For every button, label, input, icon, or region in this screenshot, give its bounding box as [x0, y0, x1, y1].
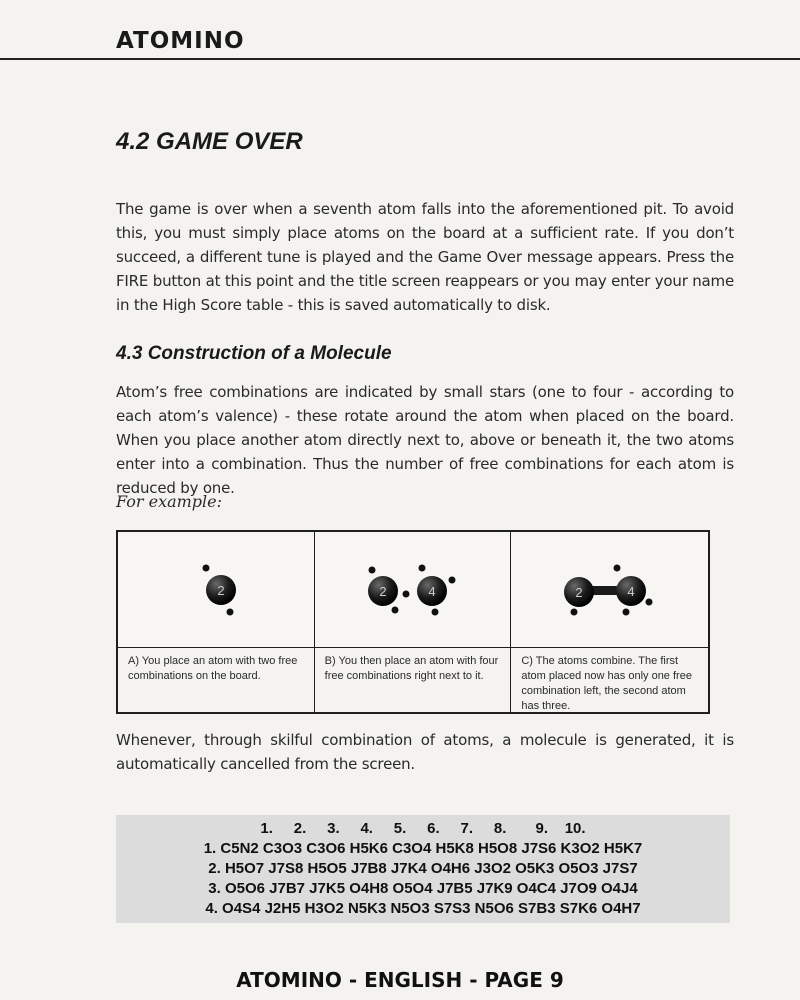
example-b-image: [315, 532, 512, 648]
example-c-image: [511, 532, 708, 648]
free-combination-star: [614, 565, 621, 572]
subsection-title: 4.3 Construction of a Molecule: [116, 343, 392, 364]
free-combination-star: [646, 599, 653, 606]
code-row: 2. H5O7 J7S8 H5O5 J7B8 J7K4 O4H6 J3O2 O5K3 O5O3 J7S7: [208, 860, 638, 877]
molecule-paragraph: Atom’s free combinations are indicated by small stars (one to four - according to each atom’s valence) - these rotate around the atom when placed on the board. When you place another atom directly next to, above or beneath it, the two atoms enter into a combination. Thus the number of free combinations for each atom is reduced by one.: [116, 383, 734, 497]
example-label: For example:: [116, 492, 223, 511]
atom-valence-label: 2: [217, 583, 225, 598]
example-a-diagram: [118, 532, 314, 648]
game-over-paragraph: The game is over when a seventh atom falls into the aforementioned pit. To avoid this, you must simply place atoms on the board at a sufficient rate. If you don’t succeed, a different tune is played and the Game Over message appears. Press the FIRE button at this point and the title screen reappears or you may enter your name in the High Score table - this is saved automatically to disk.: [116, 200, 734, 314]
code-row: 4. O4S4 J2H5 H3O2 N5K3 N5O3 S7S3 N5O6 S7B3 S7K6 O4H7: [205, 900, 641, 917]
atom-valence-label: 2: [379, 584, 387, 599]
code-header-row: 1. 2. 3. 4. 5. 6. 7. 8. 9. 10.: [260, 820, 586, 837]
page-header: [0, 0, 800, 60]
header-title: ATOMINO: [116, 28, 245, 54]
free-combination-star: [431, 609, 438, 616]
atom-valence-label: 4: [428, 584, 436, 599]
free-combination-star: [571, 609, 578, 616]
example-a-image: [118, 532, 315, 648]
atom-valence-label: 2: [575, 585, 583, 600]
example-c-caption: C) The atoms combine. The first atom placed now has only one free combination left, the second atom has three.: [521, 655, 692, 712]
code-row: 1. C5N2 C3O3 C3O6 H5K6 C3O4 H5K8 H5O8 J7S6 K3O2 H5K7: [203, 840, 643, 857]
free-combination-star: [402, 591, 409, 598]
example-a-caption: A) You place an atom with two free combinations on the board.: [118, 648, 315, 714]
free-combination-star: [623, 609, 630, 616]
example-c-diagram: [511, 532, 707, 648]
example-table: [116, 530, 710, 714]
closing-paragraph: Whenever, through skilful combination of atoms, a molecule is generated, it is automatically cancelled from the screen.: [116, 731, 734, 773]
example-b-diagram: [315, 532, 511, 648]
section-title: 4.2 GAME OVER: [116, 128, 303, 155]
free-combination-star: [227, 609, 234, 616]
atom-valence-label: 4: [627, 584, 635, 599]
free-combination-star: [391, 607, 398, 614]
free-combination-star: [203, 565, 210, 572]
page-footer: ATOMINO - ENGLISH - PAGE 9: [236, 968, 564, 992]
free-combination-star: [448, 577, 455, 584]
example-b-caption: B) You then place an atom with four free combinations right next to it.: [315, 648, 512, 714]
free-combination-star: [418, 565, 425, 572]
free-combination-star: [368, 567, 375, 574]
level-code-table: [116, 815, 730, 923]
code-row: 3. O5O6 J7B7 J7K5 O4H8 O5O4 J7B5 J7K9 O4C4 J7O9 O4J4: [208, 880, 638, 897]
